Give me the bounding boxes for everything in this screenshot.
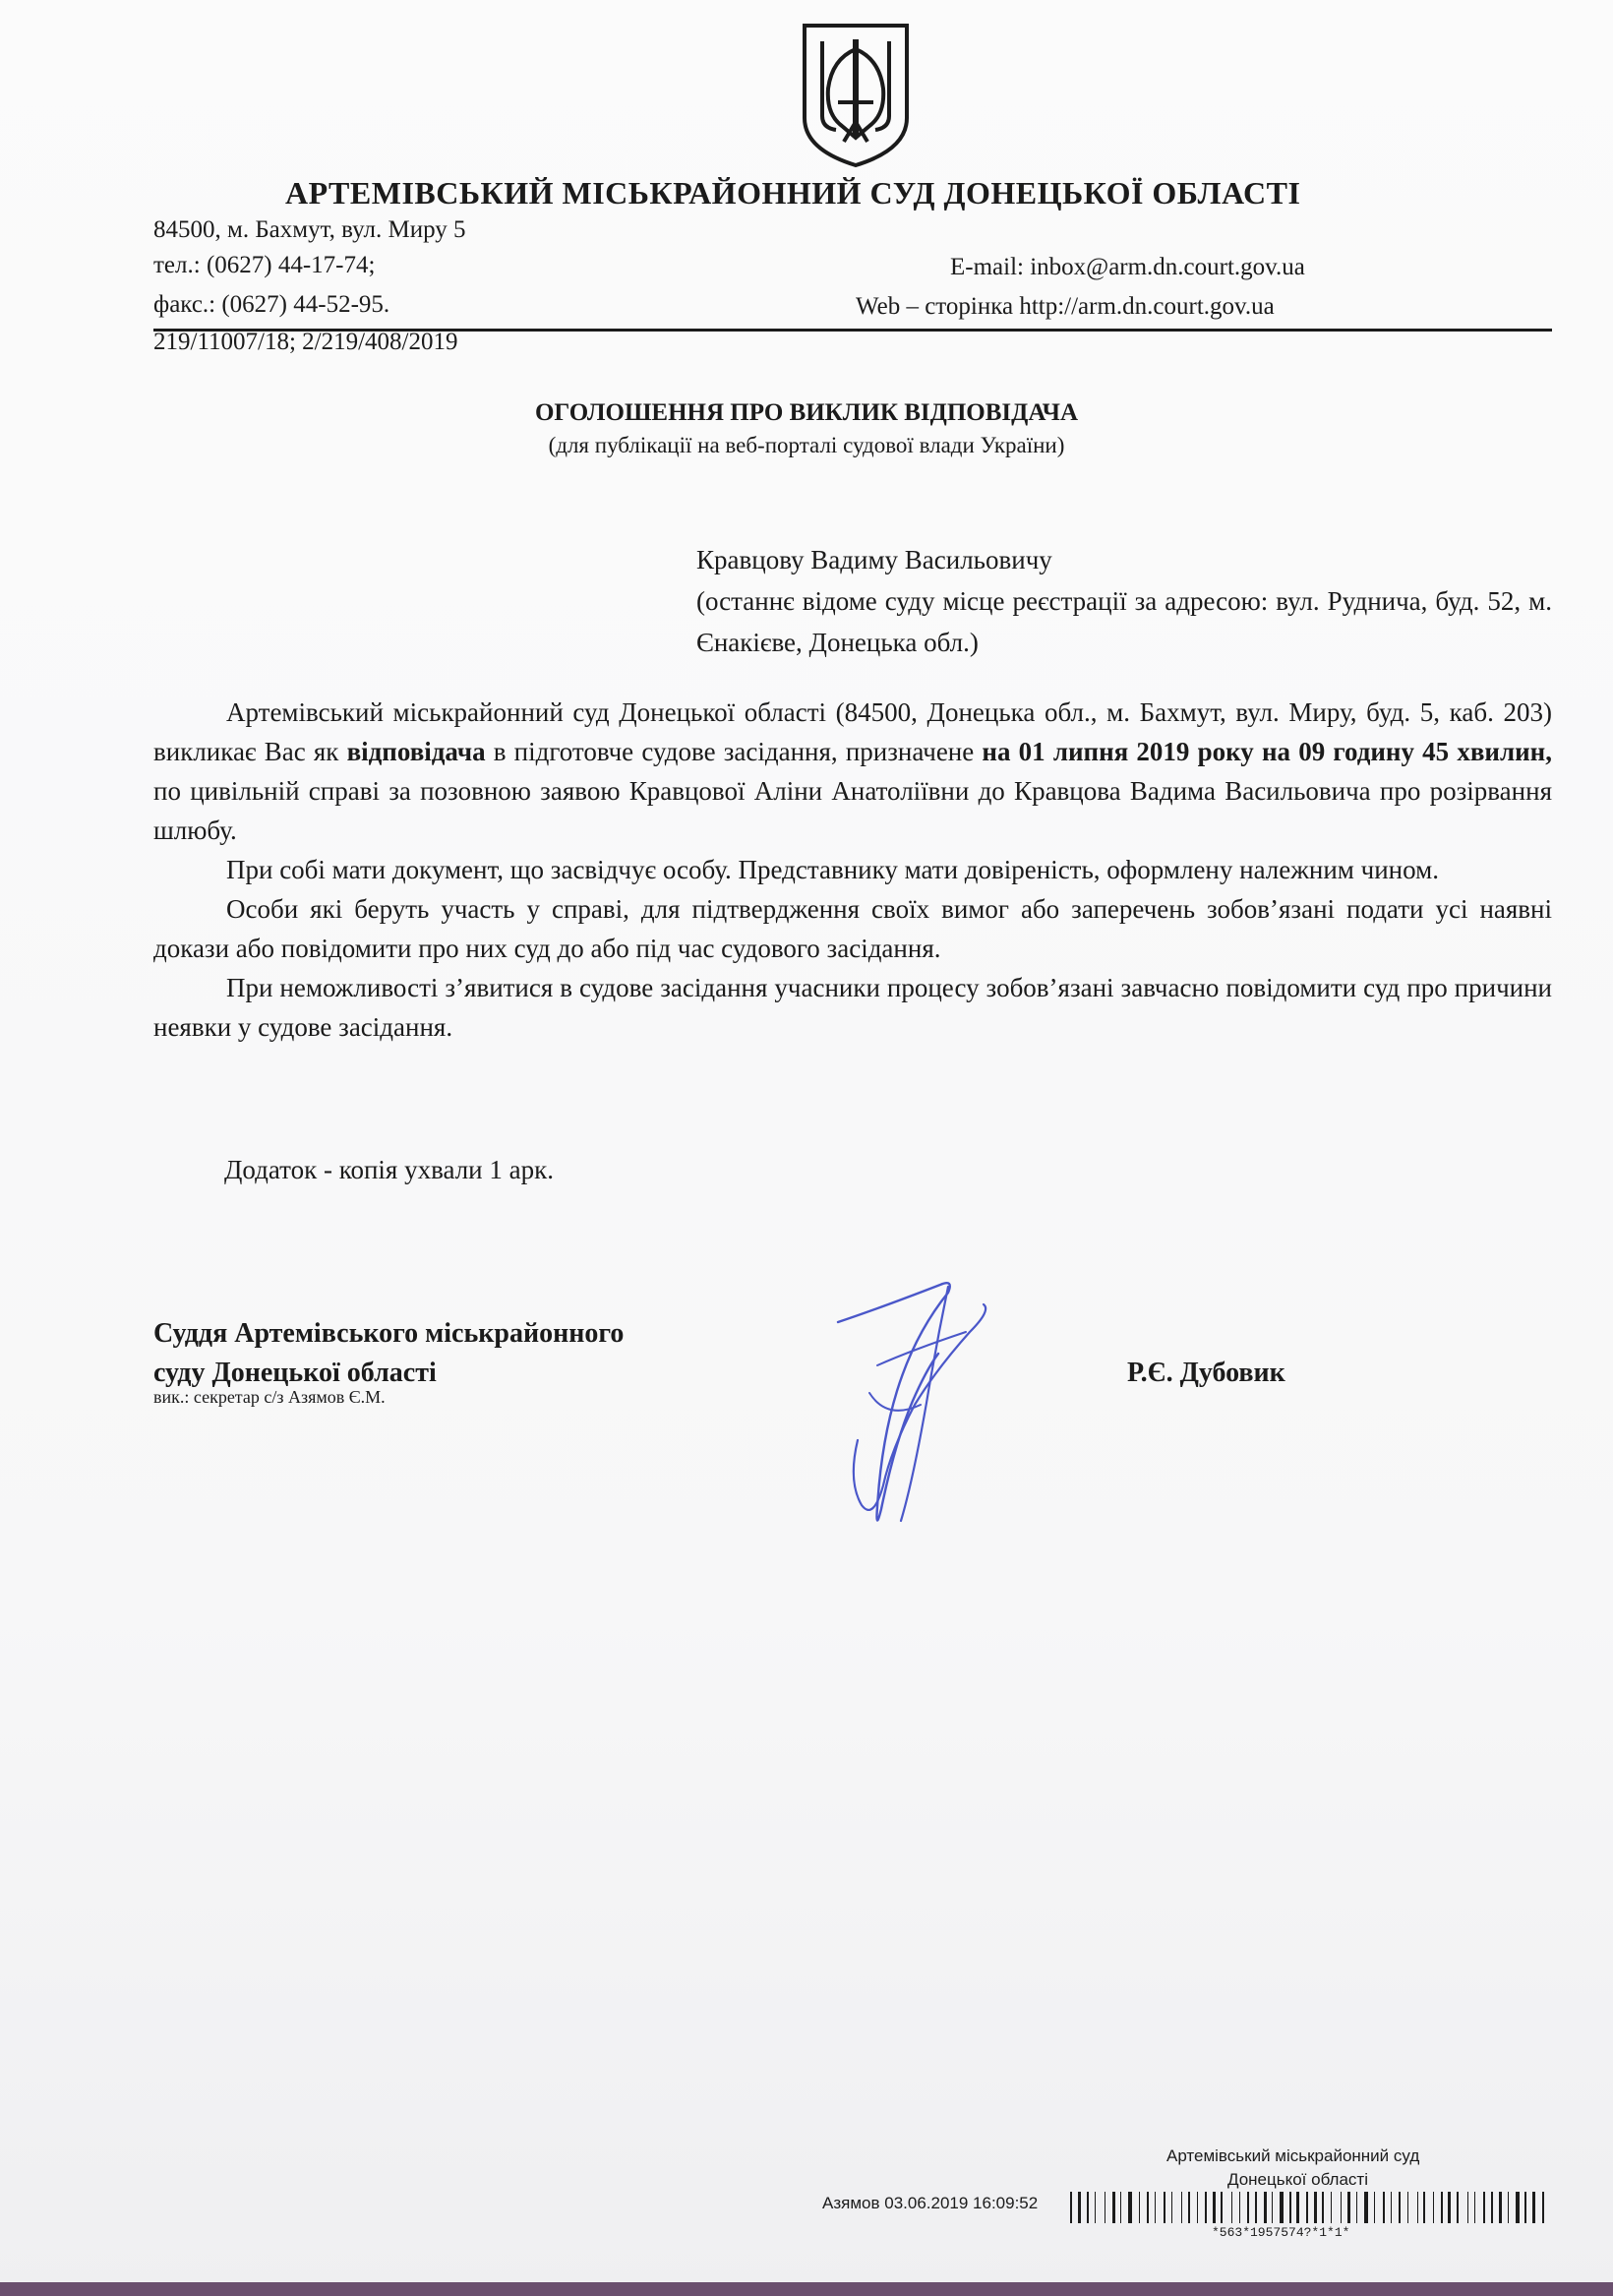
case-numbers: 219/11007/18; 2/219/408/2019	[153, 329, 458, 355]
court-fax: факс.: (0627) 44-52-95.	[153, 291, 390, 318]
judge-name: Р.Є. Дубовик	[1127, 1358, 1285, 1388]
page-bottom-edge	[0, 2282, 1613, 2296]
barcode-icon	[1068, 2190, 1548, 2225]
notice-title: ОГОЛОШЕННЯ ПРО ВИКЛИК ВІДПОВІДАЧА	[534, 399, 1079, 426]
coat-of-arms-icon	[799, 20, 913, 169]
court-email: E-mail: inbox@arm.dn.court.gov.ua	[950, 254, 1305, 280]
summons-paragraph	[153, 693, 1552, 850]
attachment-note: Додаток - копія ухвали 1 арк.	[224, 1155, 554, 1184]
court-website: Web – сторінка http://arm.dn.court.gov.ua	[856, 293, 1275, 320]
judge-title-line-2: суду Донецької області	[153, 1358, 437, 1388]
handwritten-signature	[818, 1275, 1015, 1541]
judge-title	[153, 1314, 624, 1393]
hearing-datetime: на 01 липня 2019 року на 09 годину 45 хвилин,	[982, 737, 1552, 766]
addressee-registration: (останнє відоме суду місце реєстрації за адресою: вул. Руднича, буд. 52, м. Єнакієве, Донецька обл.)	[696, 586, 1552, 657]
registration-author-timestamp: Азямов 03.06.2019 16:09:52	[822, 2194, 1039, 2212]
registration-stamp-court: Артемівський міськрайонний суд	[1166, 2146, 1420, 2165]
court-name: АРТЕМІВСЬКИЙ МІСЬКРАЙОННИЙ СУД ДОНЕЦЬКОЇ ОБЛАСТІ	[285, 175, 1301, 211]
barcode-number: *563*1957574?*1*1*	[1212, 2225, 1350, 2240]
identity-document-paragraph: При собі мати документ, що засвідчує особу. Представнику мати довіреність, оформлену належним чином.	[226, 855, 1439, 884]
summons-text-end: по цивільній справі за позовною заявою Кравцової Аліни Анатоліївни до Кравцова Вадима Васильовича про розірвання шлюбу.	[153, 776, 1552, 845]
judge-title-line-1: Суддя Артемівського міськрайонного	[153, 1318, 625, 1349]
court-address: 84500, м. Бахмут, вул. Миру 5	[153, 216, 466, 243]
addressee-name: Кравцову Вадиму Васильовичу	[696, 545, 1052, 574]
notice-subtitle: (для публікації на веб-порталі судової влади України)	[548, 433, 1065, 457]
evidence-paragraph: Особи які беруть участь у справі, для підтвердження своїх вимог або заперечень зобов’язані подати усі наявні докази або повідомити про них суд до або під час судового засідання.	[153, 894, 1552, 963]
summons-role: відповідача	[346, 737, 486, 766]
registration-stamp-region: Донецької області	[1227, 2170, 1368, 2189]
notice-body	[153, 693, 1552, 1047]
addressee-block	[696, 539, 1552, 663]
summons-text-start: Артемівський міськрайонний суд Донецької області (84500, Донецька обл., м. Бахмут, вул. Миру, буд. 5, каб. 203) викликає Вас як	[153, 697, 1552, 766]
absence-paragraph: При неможливості з’явитися в судове засідання учасники процесу зобов’язані завчасно повідомити суд про причини неявки у судове засідання.	[153, 973, 1552, 1042]
court-phone: тел.: (0627) 44-17-74;	[153, 252, 376, 278]
executor-note: вик.: секретар с/з Азямов Є.М.	[153, 1387, 386, 1407]
summons-text-middle: в підготовче судове засідання, призначене	[485, 737, 983, 766]
